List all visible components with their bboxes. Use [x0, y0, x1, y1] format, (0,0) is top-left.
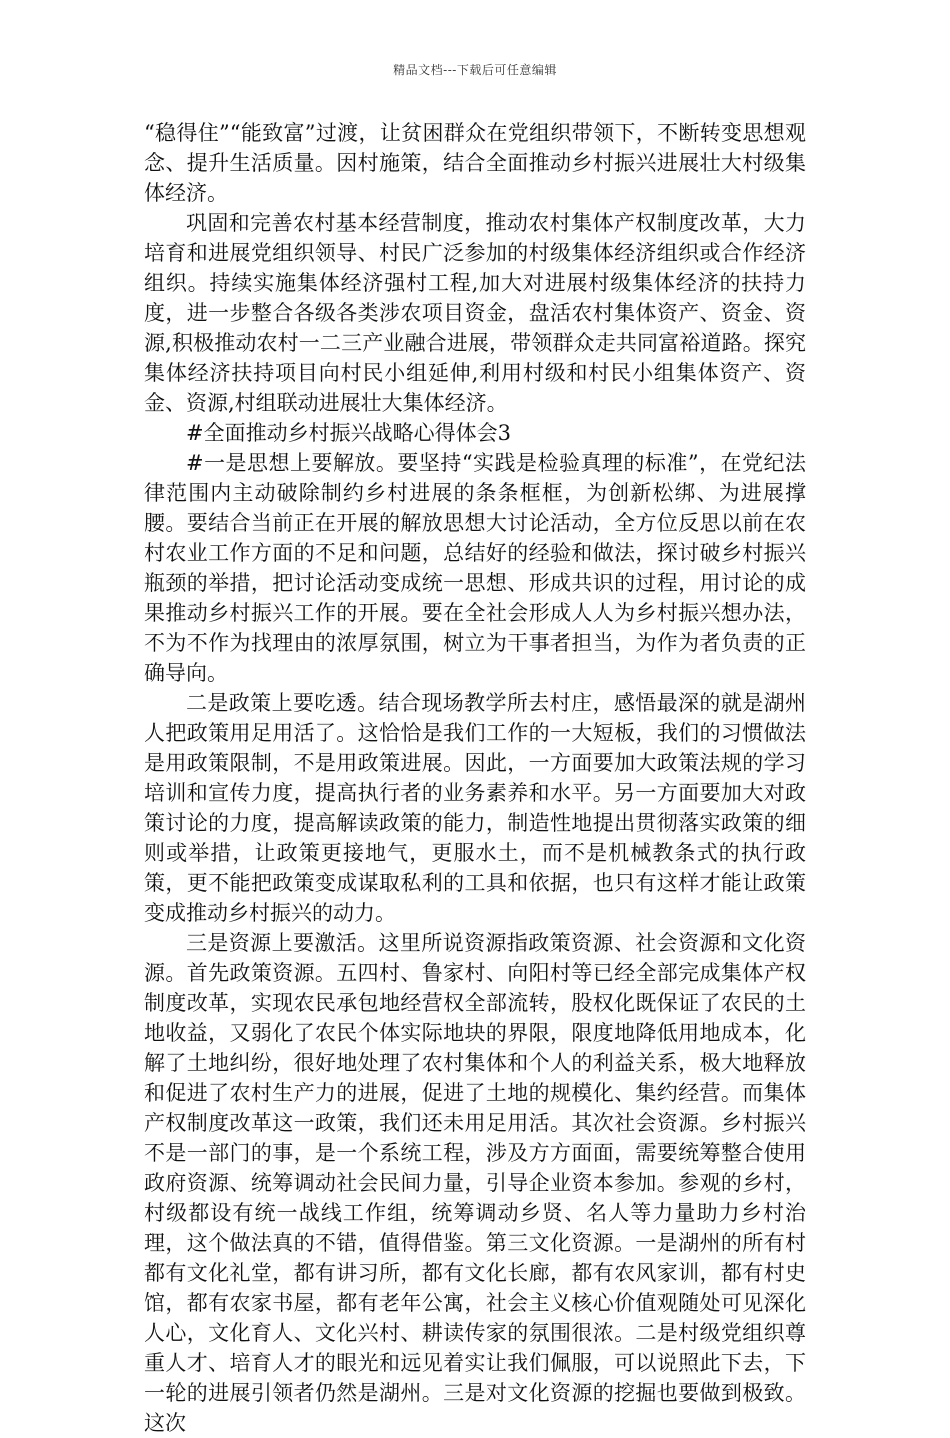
page-header: 精品文档---下载后可任意编辑 [393, 63, 557, 77]
paragraph: “稳得住”“能致富”过渡，让贫困群众在党组织带领下，不断转变思想观念、提升生活质量。因村施策，结合全面推动乡村振兴进展壮大村级集体经济。 [144, 121, 806, 205]
document-body [144, 118, 806, 1438]
paragraph: 巩固和完善农村基本经营制度，推动农村集体产权制度改革，大力培育和进展党组织领导、村民广泛参加的村级集体经济组织或合作经济组织。持续实施集体经济强村工程,加大对进展村级集体经济的扶持力度，进一步整合各级各类涉农项目资金，盘活农村集体资产、资金、资源,积极推动农村一二三产业融合进展，带领群众走共同富裕道路。探究集体经济扶持项目向村民小组延伸,利用村级和村民小组集体资产、资金、资源,村组联动进展壮大集体经济。 [144, 211, 806, 415]
paragraph: 二是政策上要吃透。结合现场教学所去村庄，感悟最深的就是湖州人把政策用足用活了。这恰恰是我们工作的一大短板，我们的习惯做法是用政策限制，不是用政策进展。因此，一方面要加大政策法规的学习培训和宣传力度，提高执行者的业务素养和水平。另一方面要加大对政策讨论的力度，提高解读政策的能力，制造性地提出贯彻落实政策的细则或举措，让政策更接地气，更服水土，而不是机械教条式的执行政策，更不能把政策变成谋取私利的工具和依据，也只有这样才能让政策变成推动乡村振兴的动力。 [144, 691, 806, 925]
section-heading: #全面推动乡村振兴战略心得体会3 [186, 421, 511, 445]
paragraph: 三是资源上要激活。这里所说资源指政策资源、社会资源和文化资源。首先政策资源。五四村、鲁家村、向阳村等已经全部完成集体产权制度改革，实现农民承包地经营权全部流转，股权化既保证了农民的土地收益，又弱化了农民个体实际地块的界限，限度地降低用地成本，化解了土地纠纷，很好地处理了农村集体和个人的利益关系，极大地释放和促进了农村生产力的进展，促进了土地的规模化、集约经营。而集体产权制度改革这一政策，我们还未用足用活。其次社会资源。乡村振兴不是一部门的事，是一个系统工程，涉及方方面面，需要统筹整合使用政府资源、统筹调动社会民间力量，引导企业资本参加。参观的乡村，村级都设有统一战线工作组，统筹调动乡贤、名人等力量助力乡村治理，这个做法真的不错，值得借鉴。第三文化资源。一是湖州的所有村都有文化礼堂，都有讲习所，都有文化长廊，都有农风家训，都有村史馆，都有农家书屋，都有老年公寓，社会主义核心价值观随处可见深化人心，文化育人、文化兴村、耕读传家的氛围很浓。二是村级党组织尊重人才、培育人才的眼光和远见着实让我们佩服，可以说照此下去，下一轮的进展引领者仍然是湖州。三是对文化资源的挖掘也要做到极致。这次 [144, 931, 806, 1435]
paragraph: #一是思想上要解放。要坚持“实践是检验真理的标准”，在党纪法律范围内主动破除制约乡村进展的条条框框，为创新松绑、为进展撑腰。要结合当前正在开展的解放思想大讨论活动，全方位反思以前在农村农业工作方面的不足和问题，总结好的经验和做法，探讨破乡村振兴瓶颈的举措，把讨论活动变成统一思想、形成共识的过程，用讨论的成果推动乡村振兴工作的开展。要在全社会形成人人为乡村振兴想办法，不为不作为找理由的浓厚氛围，树立为干事者担当，为作为者负责的正确导向。 [144, 451, 806, 685]
